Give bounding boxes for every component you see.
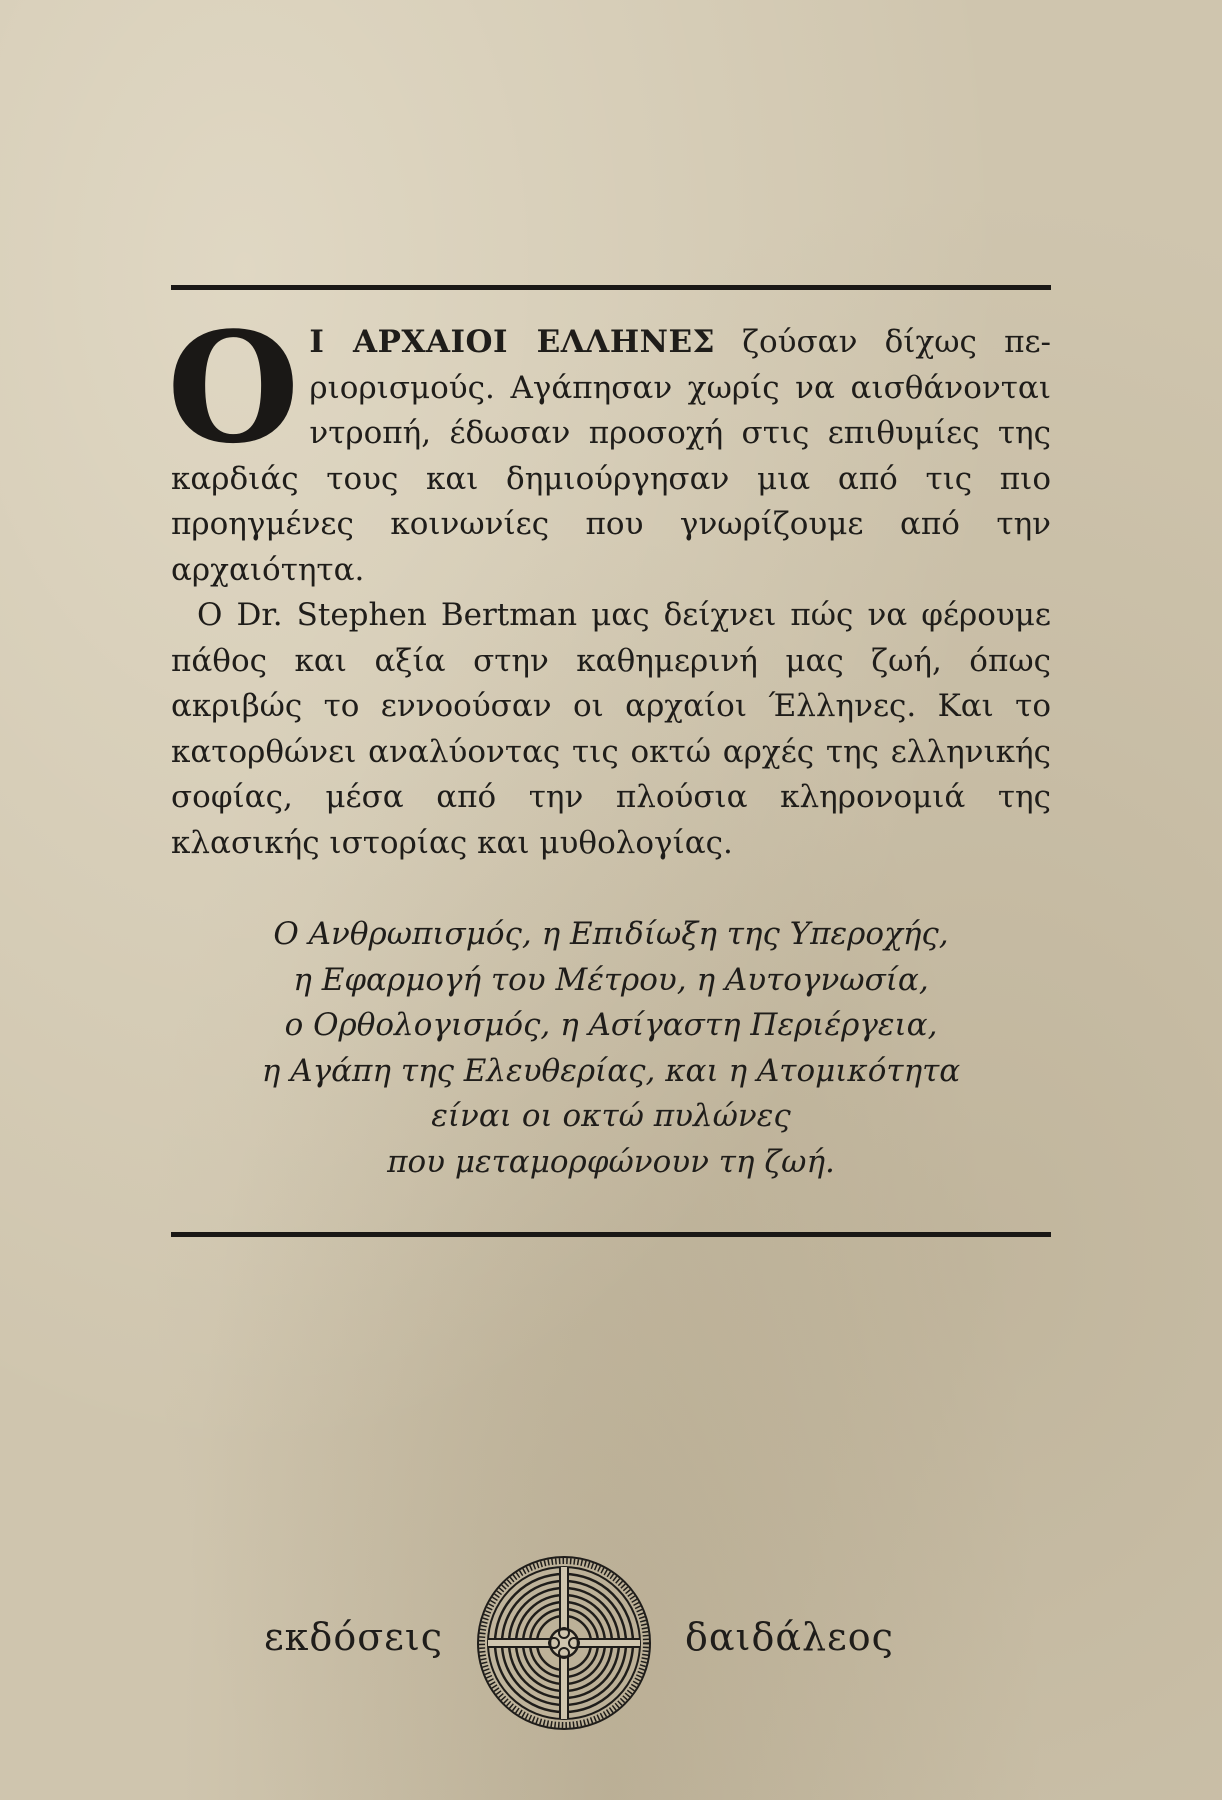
publisher-word-left: εκδόσεις — [264, 1615, 443, 1659]
second-paragraph: Ο Dr. Stephen Bertman μας δείχνει πώς να φέρουμε πάθος και αξία στην καθημερινή μας ζωή, όπως ακριβώς το εννοούσαν οι αρχαίοι Έλληνες. Και το κατορθώνει αναλύοντας τις οκτώ αρχές της ελληνικής σοφίας, μέσα από την πλούσια κληρονομιά της κλασικής ιστορίας και μυθολογίας. — [171, 597, 1051, 861]
verse-line: ο Ορθολογισμός, η Ασίγαστη Περιέργεια, — [284, 1007, 938, 1043]
back-cover-text — [167, 298, 1051, 866]
intro-body: ζούσαν δίχως περιορισμούς. Αγάπησαν χωρίς να αισθάνονται ντροπή, έδωσαν προσοχή στις επιθυμίες της καρδιάς τους και δημιούργησαν μια από τις πιο προηγμένες κοινωνίες που γνωρίζουμε από την αρχαιότητα. — [171, 324, 1051, 588]
intro-lead: Ι ΑΡΧΑΙΟΙ ΕΛΛΗΝΕΣ — [309, 324, 716, 360]
verse-line: η Αγάπη της Ελευθερίας, και η Ατομικότητα — [261, 1052, 961, 1089]
drop-cap: Ο — [167, 298, 300, 477]
labyrinth-icon — [476, 1555, 652, 1731]
verse-block — [171, 912, 1051, 1185]
verse-line: η Εφαρμογή του Μέτρου, η Αυτογνωσία, — [293, 961, 929, 998]
intro-paragraph — [167, 298, 1051, 593]
publisher-word-right: δαιδάλεος — [685, 1615, 894, 1659]
verse-line: Ο Ανθρωπισμός, η Επιδίωξη της Υπεροχής, — [273, 916, 949, 952]
bottom-rule — [171, 1232, 1051, 1237]
verse-line: είναι οι οκτώ πυλώνες — [431, 1098, 791, 1134]
top-rule — [171, 285, 1051, 290]
publisher-imprint — [0, 1555, 1222, 1735]
verse-line: που μεταμορφώνουν τη ζωή. — [387, 1143, 835, 1180]
